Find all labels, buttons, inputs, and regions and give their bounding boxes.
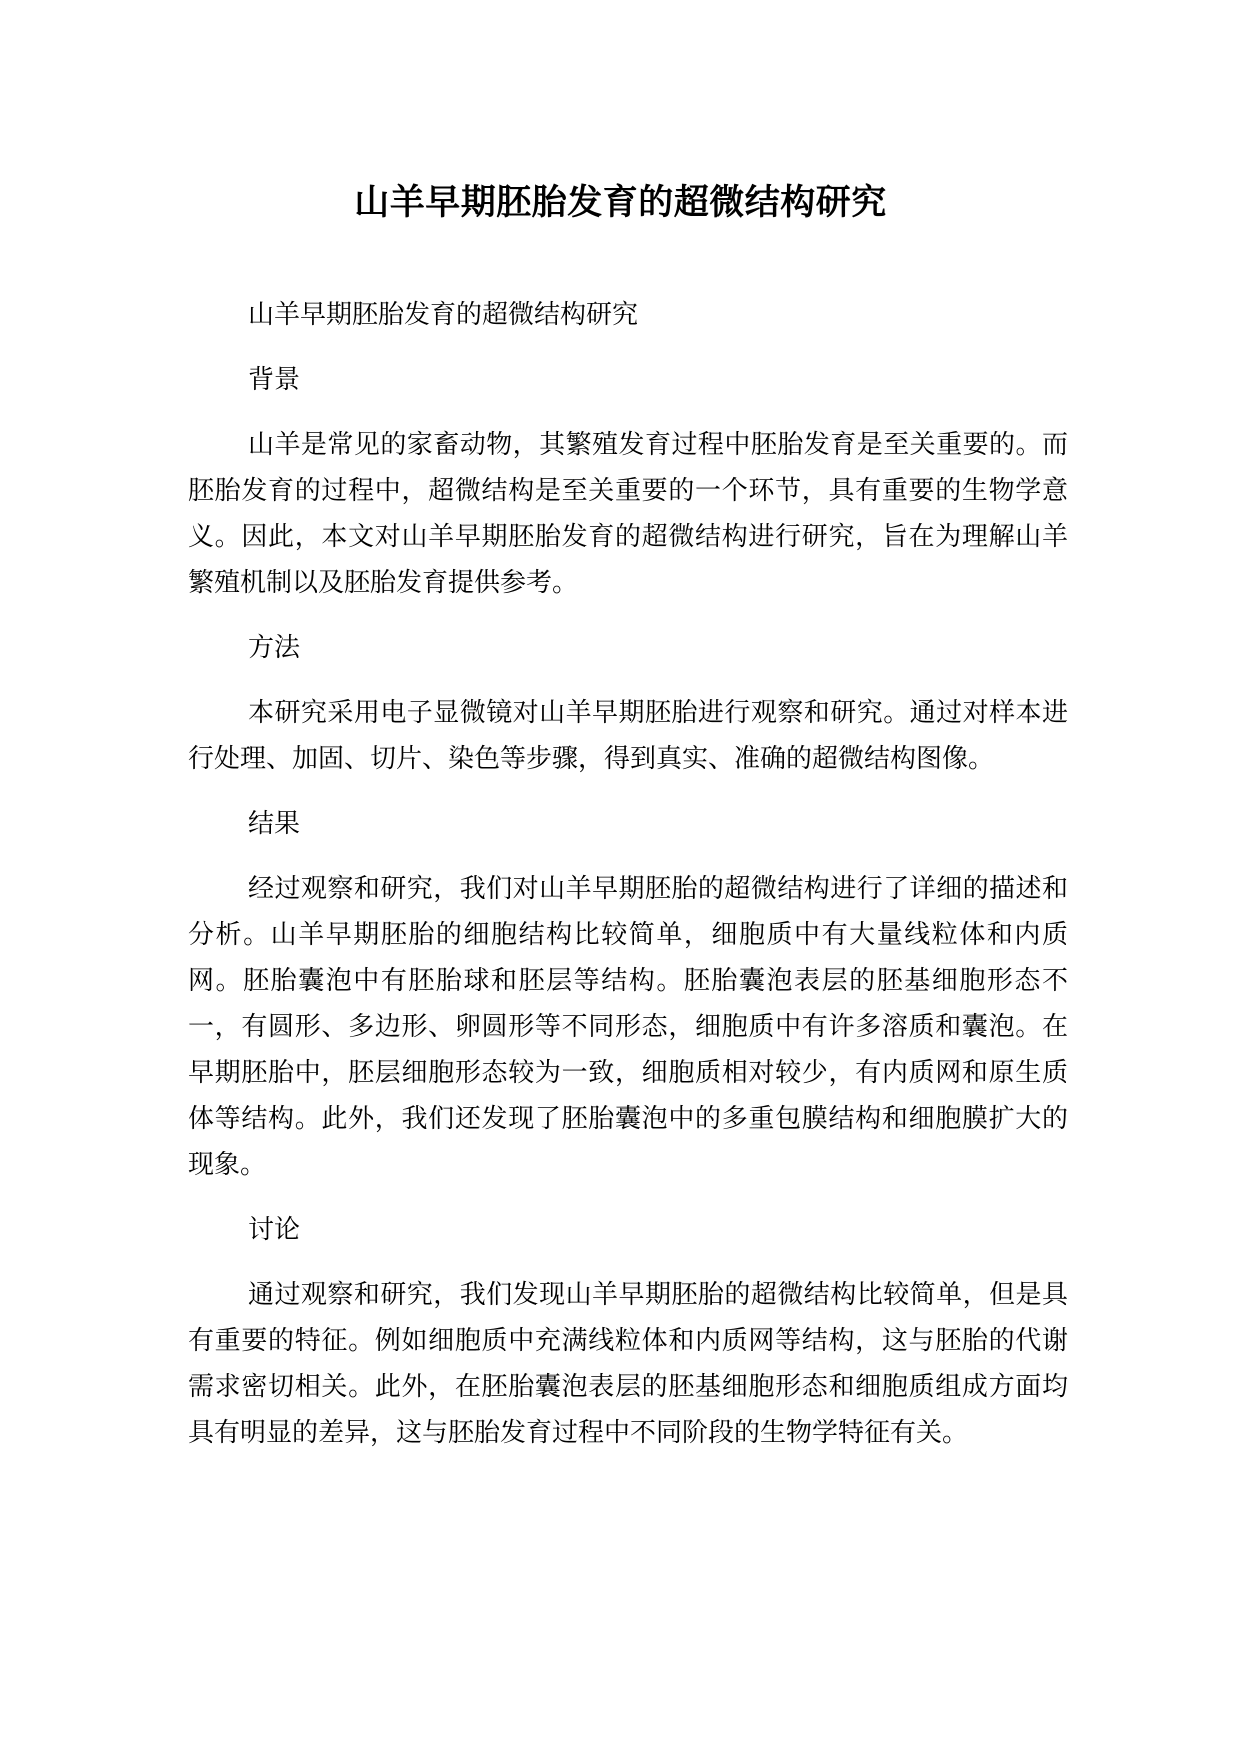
section-paragraph-methods: 本研究采用电子显微镜对山羊早期胚胎进行观察和研究。通过对样本进行处理、加固、切片、染色等步骤，得到真实、准确的超微结构图像。 bbox=[188, 698, 1068, 774]
section-paragraph-discussion: 通过观察和研究，我们发现山羊早期胚胎的超微结构比较简单，但是具有重要的特征。例如细胞质中充满线粒体和内质网等结构，这与胚胎的代谢需求密切相关。此外，在胚胎囊泡表层的胚基细胞形态和细胞质组成方面均具有明显的差异，这与胚胎发育过程中不同阶段的生物学特征有关。 bbox=[188, 1280, 1068, 1448]
section-heading-methods: 方法 bbox=[248, 633, 301, 663]
document-body bbox=[188, 292, 1068, 1475]
section-paragraph-results: 经过观察和研究，我们对山羊早期胚胎的超微结构进行了详细的描述和分析。山羊早期胚胎的细胞结构比较简单，细胞质中有大量线粒体和内质网。胚胎囊泡中有胚胎球和胚层等结构。胚胎囊泡表层的胚基细胞形态不一，有圆形、多边形、卵圆形等不同形态，细胞质中有许多溶质和囊泡。在早期胚胎中，胚层细胞形态较为一致，细胞质相对较少，有内质网和原生质体等结构。此外，我们还发现了胚胎囊泡中的多重包膜结构和细胞膜扩大的现象。 bbox=[188, 874, 1068, 1180]
section-paragraph-background: 山羊是常见的家畜动物，其繁殖发育过程中胚胎发育是至关重要的。而胚胎发育的过程中，超微结构是至关重要的一个环节，具有重要的生物学意义。因此，本文对山羊早期胚胎发育的超微结构进行研究，旨在为理解山羊繁殖机制以及胚胎发育提供参考。 bbox=[188, 430, 1068, 598]
document-title: 山羊早期胚胎发育的超微结构研究 bbox=[354, 183, 887, 223]
section-heading-discussion: 讨论 bbox=[248, 1215, 301, 1245]
document-subtitle: 山羊早期胚胎发育的超微结构研究 bbox=[248, 300, 639, 330]
section-heading-results: 结果 bbox=[248, 809, 301, 839]
section-heading-background: 背景 bbox=[248, 365, 301, 395]
